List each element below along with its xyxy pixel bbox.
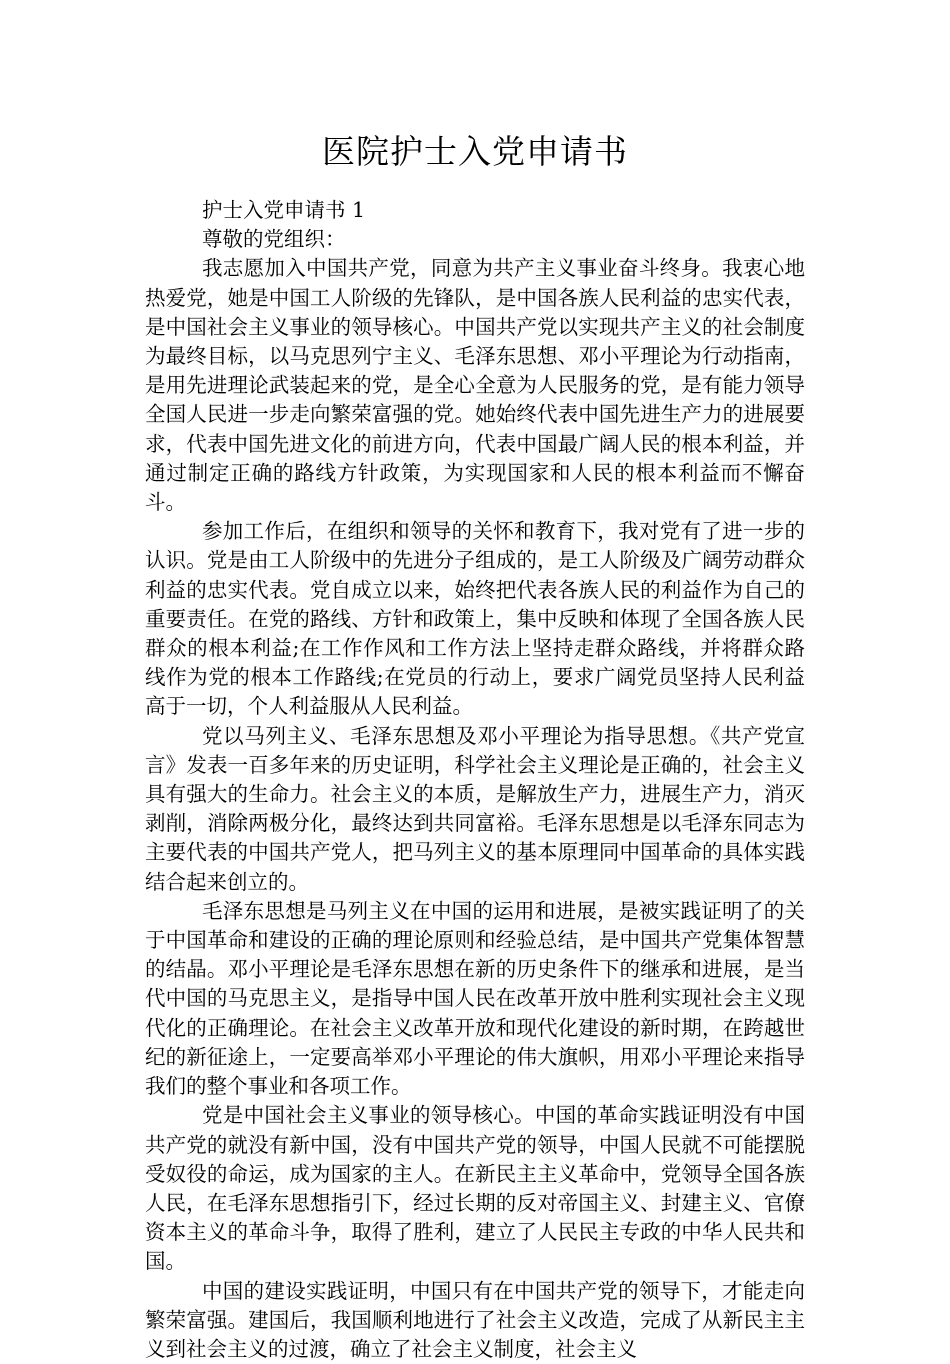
paragraph-5: 党是中国社会主义事业的领导核心。中国的革命实践证明没有中国共产党的就没有新中国，没有中国共产党的领导，中国人民就不可能摆脱受奴役的命运，成为国家的主人。在新民主主义革命中，党领导全国各族人民，在毛泽东思想指引下，经过长期的反对帝国主义、封建主义、官僚资本主义的革命斗争，取得了胜利，建立了人民民主专政的中华人民共和国。	[145, 1103, 805, 1274]
paragraph-3: 党以马列主义、毛泽东思想及邓小平理论为指导思想。《共产党宣言》发表一百多年来的历史证明，科学社会主义理论是正确的，社会主义具有强大的生命力。社会主义的本质，是解放生产力，进展生产力，消灭剥削，消除两极分化，最终达到共同富裕。毛泽东思想是以毛泽东同志为主要代表的中国共产党人，把马列主义的基本原理同中国革命的具体实践结合起来创立的。	[145, 723, 805, 894]
paragraph-6: 中国的建设实践证明，中国只有在中国共产党的领导下，才能走向繁荣富强。建国后，我国顺利地进行了社会主义改造，完成了从新民主主义到社会主义的过渡，确立了社会主义制度，社会主义	[145, 1278, 805, 1361]
paragraph-4: 毛泽东思想是马列主义在中国的运用和进展，是被实践证明了的关于中国革命和建设的正确的理论原则和经验总结，是中国共产党集体智慧的结晶。邓小平理论是毛泽东思想在新的历史条件下的继承和进展，是当代中国的马克思主义，是指导中国人民在改革开放中胜利实现社会主义现代化的正确理论。在社会主义改革开放和现代化建设的新时期，在跨越世纪的新征途上，一定要高举邓小平理论的伟大旗帜，用邓小平理论来指导我们的整个事业和各项工作。	[145, 898, 805, 1099]
document-subtitle: 护士入党申请书 1	[202, 198, 366, 222]
paragraph-2: 参加工作后，在组织和领导的关怀和教育下，我对党有了进一步的认识。党是由工人阶级中的先进分子组成的，是工人阶级及广阔劳动群众利益的忠实代表。党自成立以来，始终把代表各族人民的利益作为自己的重要责任。在党的路线、方针和政策上，集中反映和体现了全国各族人民群众的根本利益;在工作作风和工作方法上坚持走群众路线，并将群众路线作为党的根本工作路线;在党员的行动上，要求广阔党员坚持人民利益高于一切，个人利益服从人民利益。	[145, 519, 805, 719]
salutation: 尊敬的党组织：	[202, 227, 346, 252]
document-body	[145, 196, 805, 1364]
paragraph-1: 我志愿加入中国共产党，同意为共产主义事业奋斗终身。我衷心地热爱党，她是中国工人阶级的先锋队，是中国各族人民利益的忠实代表，是中国社会主义事业的领导核心。中国共产党以实现共产主义的社会制度为最终目标，以马克思列宁主义、毛泽东思想、邓小平理论为行动指南，是用先进理论武装起来的党，是全心全意为人民服务的党，是有能力领导全国人民进一步走向繁荣富强的党。她始终代表中国先进生产力的进展要求，代表中国先进文化的前进方向，代表中国最广阔人民的根本利益，并通过制定正确的路线方针政策，为实现国家和人民的根本利益而不懈奋斗。	[145, 256, 805, 515]
document-title: 医院护士入党申请书	[322, 132, 628, 171]
